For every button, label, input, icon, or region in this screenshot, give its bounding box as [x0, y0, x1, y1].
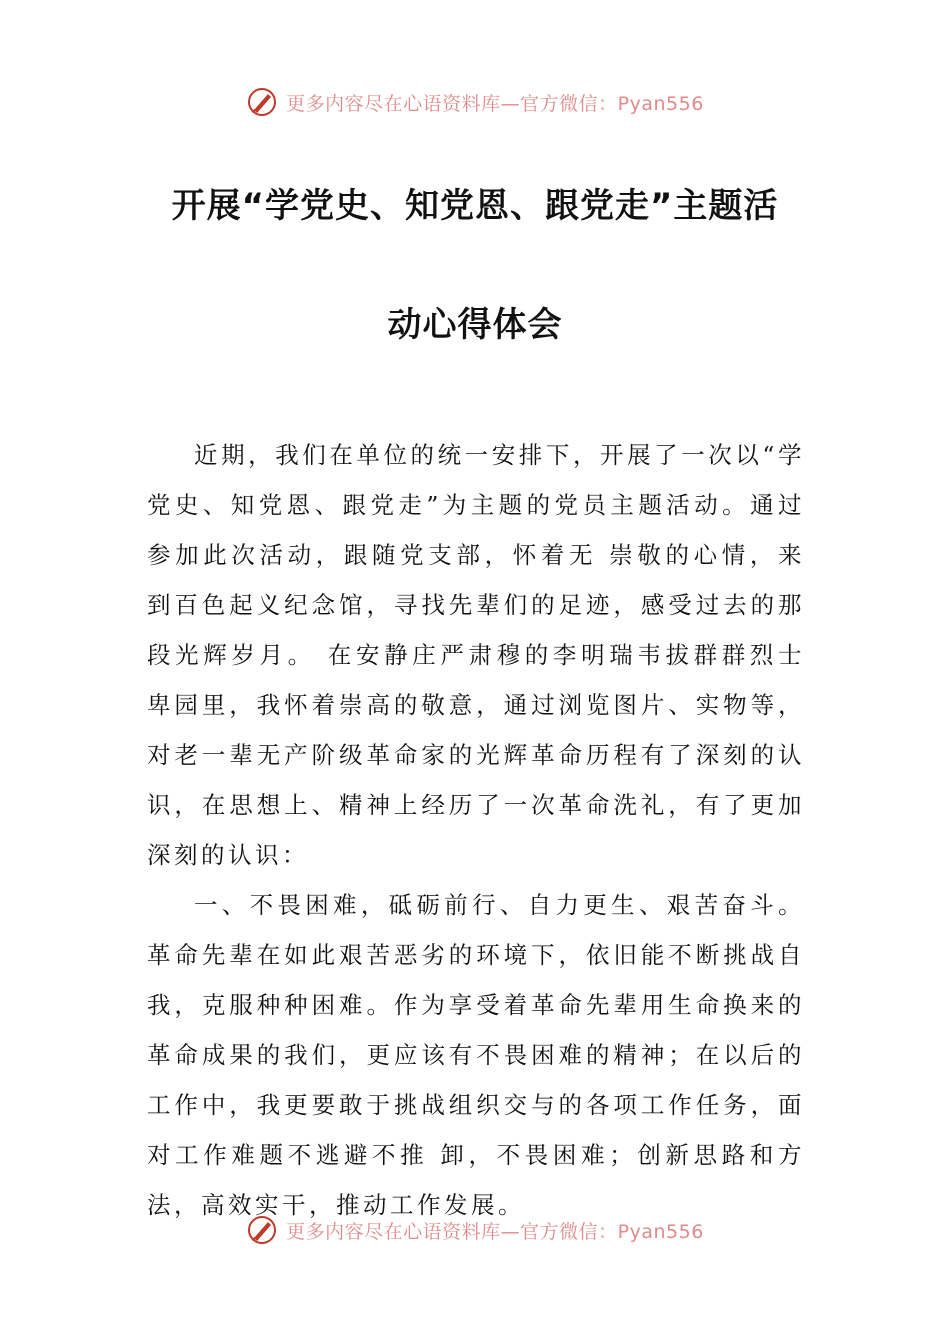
pen-circle-logo-icon: [246, 86, 278, 118]
watermark-text: 更多内容尽在心语资料库—官方微信：Pyan556: [286, 1220, 704, 1243]
footer-watermark-banner: [0, 1210, 950, 1250]
body-paragraph-1: 近期，我们在单位的统一安排下，开展了一次以“学党史、知党恩、跟党走”为主题的党员主题活动。通过参加此次活动，跟随党支部，怀着无 崇敬的心情，来到百色起义纪念馆，寻找先辈们的足迹，感受过去的那段光辉岁月。 在安静庄严肃穆的李明瑞韦拔群群烈士卑园里，我怀着崇高的敬意，通过浏览图片、实物等，对老一辈无产阶级革命家的光辉革命历程有了深刻的认识，在思想上、精神上经历了一次革命洗礼，有了更加深刻的认识：: [147, 441, 805, 869]
document-title-line-2: 动心得体会: [387, 305, 563, 345]
body-paragraph-2: 一、不畏困难，砥砺前行、自力更生、艰苦奋斗。革命先辈在如此艰苦恶劣的环境下，依旧能不断挑战自我，克服种种困难。作为享受着革命先辈用生命换来的革命成果的我们，更应该有不畏困难的精神；在以后的工作中，我更要敢于挑战组织交与的各项工作任务，面对工作难题不逃避不推 卸，不畏困难；创新思路和方法，高效实干，推动工作发展。: [147, 891, 805, 1219]
document-body: [147, 430, 805, 1230]
document-title-line-1: 开展“学党史、知党恩、跟党走”主题活: [171, 186, 779, 226]
header-watermark-banner: [0, 82, 950, 122]
pen-circle-logo-icon: [246, 1214, 278, 1246]
watermark-text: 更多内容尽在心语资料库—官方微信：Pyan556: [286, 92, 704, 115]
